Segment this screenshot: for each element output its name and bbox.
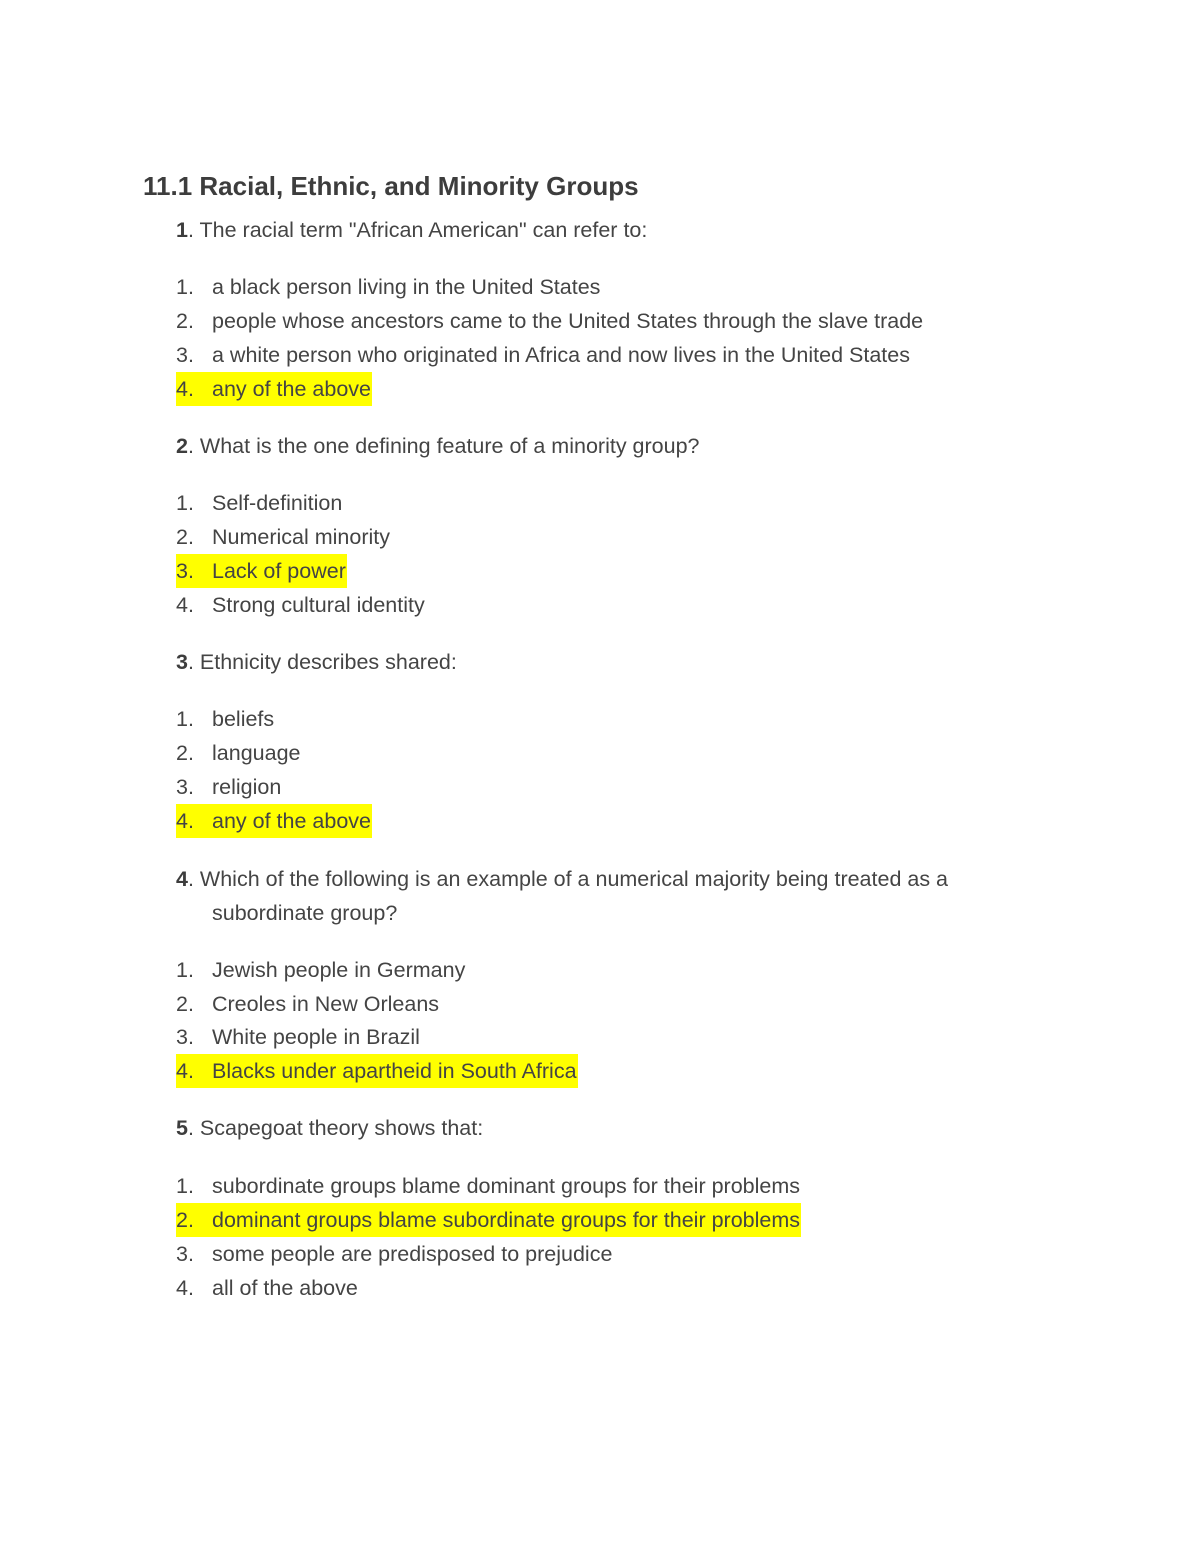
option-text: Self-definition (212, 491, 343, 515)
question-number: 4 (176, 867, 188, 891)
option-text: subordinate groups blame dominant groups for their problems (212, 1174, 800, 1198)
q1-option-3 (176, 338, 910, 372)
option-number: 3. (176, 775, 194, 799)
question-text: . Which of the following is an example of a numerical majority being treated as a (187, 867, 949, 891)
option-text: Lack of power (212, 559, 346, 583)
option-number: 1. (176, 707, 194, 731)
q2-option-1 (176, 486, 342, 520)
question-text: . Ethnicity describes shared: (187, 650, 457, 674)
question-number: 3 (176, 650, 188, 674)
option-number: 4. (176, 1059, 194, 1083)
option-text: dominant groups blame subordinate groups for their problems (212, 1208, 800, 1232)
question-1 (176, 213, 647, 247)
q5-option-1 (176, 1169, 800, 1203)
option-number: 2. (176, 309, 194, 333)
option-number: 2. (176, 1208, 194, 1232)
question-5 (176, 1111, 483, 1145)
q2-option-4 (176, 588, 425, 622)
q4-option-4-highlighted-answer (176, 1054, 578, 1088)
q5-option-2-highlighted-answer (176, 1203, 801, 1237)
option-text: Strong cultural identity (212, 593, 425, 617)
option-number: 4. (176, 593, 194, 617)
question-3 (176, 645, 457, 679)
q3-option-3 (176, 770, 281, 804)
question-number: 1 (176, 218, 188, 242)
q1-option-4-highlighted-answer (176, 372, 372, 406)
option-number: 4. (176, 377, 194, 401)
document-title: 11.1 Racial, Ethnic, and Minority Groups (143, 171, 639, 201)
option-text: a white person who originated in Africa and now lives in the United States (212, 343, 910, 367)
question-text: . Scapegoat theory shows that: (187, 1116, 484, 1140)
option-text: some people are predisposed to prejudice (212, 1242, 613, 1266)
q3-option-2 (176, 736, 300, 770)
q1-option-2 (176, 304, 923, 338)
option-text: people whose ancestors came to the United States through the slave trade (212, 309, 924, 333)
q4-option-3 (176, 1020, 420, 1054)
q1-option-1 (176, 270, 600, 304)
question-2 (176, 429, 700, 463)
option-number: 3. (176, 1025, 194, 1049)
question-4 (176, 862, 948, 896)
option-number: 1. (176, 491, 194, 515)
option-number: 3. (176, 343, 194, 367)
question-number: 5 (176, 1116, 188, 1140)
option-text: any of the above (212, 377, 371, 401)
q4-option-2 (176, 987, 439, 1021)
option-text: beliefs (212, 707, 275, 731)
q5-option-3 (176, 1237, 612, 1271)
option-number: 4. (176, 1276, 194, 1300)
option-text: religion (212, 775, 282, 799)
q2-option-2 (176, 520, 390, 554)
option-number: 2. (176, 992, 194, 1016)
option-text: Blacks under apartheid in South Africa (212, 1059, 577, 1083)
q3-option-4-highlighted-answer (176, 804, 372, 838)
option-text: Numerical minority (212, 525, 391, 549)
question-text: . What is the one defining feature of a minority group? (187, 434, 700, 458)
option-text: any of the above (212, 809, 371, 833)
option-number: 2. (176, 525, 194, 549)
q5-option-4 (176, 1271, 358, 1305)
option-number: 1. (176, 958, 194, 982)
question-text: . The racial term "African American" can refer to: (187, 218, 648, 242)
question-4-continuation: subordinate group? (212, 901, 398, 925)
option-number: 1. (176, 275, 194, 299)
option-number: 3. (176, 559, 194, 583)
option-text: language (212, 741, 301, 765)
option-text: White people in Brazil (212, 1025, 420, 1049)
option-text: Creoles in New Orleans (212, 992, 440, 1016)
option-text: all of the above (212, 1276, 358, 1300)
q4-option-1 (176, 953, 465, 987)
q3-option-1 (176, 702, 274, 736)
option-number: 2. (176, 741, 194, 765)
option-number: 3. (176, 1242, 194, 1266)
option-number: 1. (176, 1174, 194, 1198)
option-number: 4. (176, 809, 194, 833)
q2-option-3-highlighted-answer (176, 554, 347, 588)
option-text: Jewish people in Germany (212, 958, 466, 982)
option-text: a black person living in the United States (212, 275, 601, 299)
question-number: 2 (176, 434, 188, 458)
